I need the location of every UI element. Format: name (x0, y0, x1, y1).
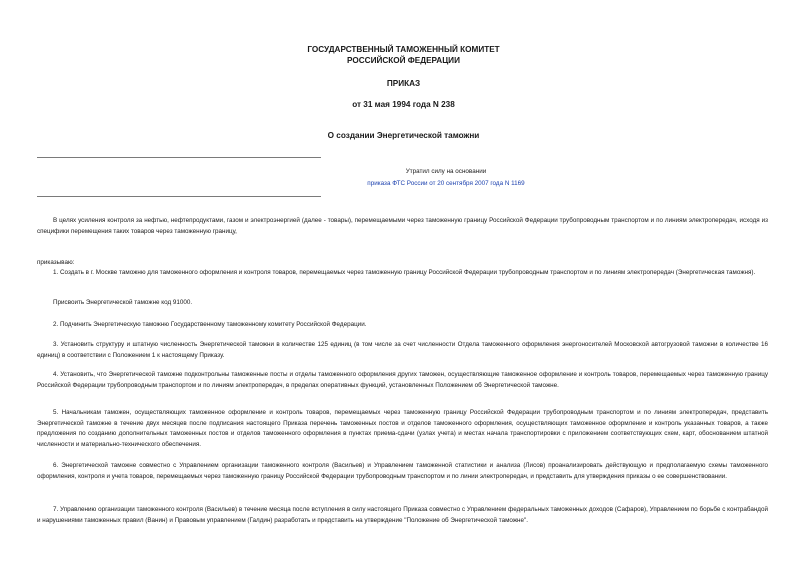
paragraph-1: 1. Создать в г. Москве таможню для таможенного оформления и контроля товаров, перемещаемых через таможенную границу Российской Федерации трубопроводным транспортом и по линиям электропередач (Энергетическая таможня). (53, 269, 756, 276)
divider-top (37, 157, 321, 158)
order-word: приказываю: (37, 259, 75, 266)
paragraph-6: 6. Энергетической таможне совместно с Управлением организации таможенного контроля (Васильев) и Управлением таможенной статистики и анализа (Лисов) проанализировать действующую и предполагаемую схемы таможенного оформления, контроля и учета товаров, перемещаемых через таможенную границу Российской Федерации трубопроводным транспортом и по линии электропередач, и представить для утверждения приказы о ее совершенствовании. (37, 462, 768, 480)
divider-bottom (37, 196, 321, 197)
preamble-paragraph: В целях усиления контроля за нефтью, нефтепродуктами, газом и электроэнергией (далее - товары), перемещаемыми через таможенную границу Российской Федерации трубопроводным транспортом и по линиям электропередач, исходя из специфики перемещения таких товаров через таможенную границу, (37, 217, 768, 235)
paragraph-5: 5. Начальникам таможен, осуществляющих таможенное оформление и контроль товаров, перемещаемых через таможенную границу Российской Федерации трубопроводным транспортом и по линиям электропередач, представить Энергетической таможне в течение двух месяцев после подписания настоящего Приказа перечень таможенных постов и отделов таможенного оформления, осуществляющих таможенное оформление и контроль указанных товаров, а также предложения по созданию дополнительных таможенных постов и отделов таможенного оформления в пунктах приема-сдачи (узлах учета) и местах начала транспортировки с приложением соответствующих схем, карт, обоснованием штатной численности и материально-технического обеспечения. (37, 409, 768, 448)
paragraph-2: 2. Подчинить Энергетическую таможню Государственному таможенному комитету Российской Федерации. (53, 321, 367, 328)
paragraph-3: 3. Установить структуру и штатную численность Энергетической таможни в количестве 125 единиц (в том числе за счет численности Отдела таможенного оформления энергоносителей Московской автогрузовой таможни в количестве 16 единиц) в соответствии с Положением 1 к настоящему Приказу. (37, 341, 768, 359)
paragraph-7: 7. Управлению организации таможенного контроля (Васильев) в течение месяца после вступления в силу настоящего Приказа совместно с Управлением федеральных таможенных доходов (Сафаров), Управлением по борьбе с контрабандой и нарушениями таможенных правил (Ванин) и Правовым управлением (Галдин) разработать и представить на утверждение "Положение об Энергетической таможне". (37, 506, 768, 524)
paragraph-4: 4. Установить, что Энергетической таможне подконтрольны таможенные посты и отделы таможенного оформления других таможен, осуществляющие таможенное оформление и контроль товаров, перемещаемых через таможенную границу Российской Федерации трубопроводным транспортом и по линиям электропередач, в пределах оперативных функций, установленных Положением об Энергетической таможне. (37, 371, 768, 389)
repeal-order-link[interactable]: приказа ФТС России от 20 сентября 2007 года N 1169 (367, 180, 525, 187)
document-title: О создании Энергетической таможни (327, 131, 480, 140)
status-note (321, 166, 571, 190)
document-type: ПРИКАЗ (386, 79, 421, 88)
status-note-text: Утратил силу на основании (405, 168, 487, 175)
paragraph-1-code: Присвоить Энергетической таможне код 91000. (53, 299, 193, 306)
org-name-line2: РОССИЙСКОЙ ФЕДЕРАЦИИ (347, 56, 460, 65)
document-date-number: от 31 мая 1994 года N 238 (352, 100, 455, 109)
org-name-line1: ГОСУДАРСТВЕННЫЙ ТАМОЖЕННЫЙ КОМИТЕТ (307, 45, 500, 54)
